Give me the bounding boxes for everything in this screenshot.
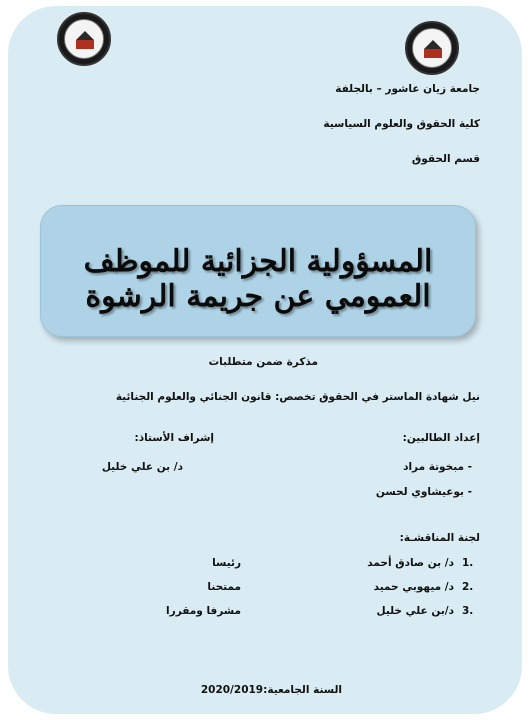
academic-year: السنة الجامعية:2020/2019 [200,684,342,696]
committee-member-role-2: ممتحنا [207,581,241,593]
supervisor-name: د/ بن علي خليل [101,461,183,473]
committee-label: لجنة المناقشـة: [399,532,480,544]
committee-member-role-3: مشرفا ومقررا [166,605,241,617]
supervisor-label: إشراف الأستاذ: [134,432,214,444]
faculty-name: كلية الحقوق والعلوم السياسية [323,118,480,130]
committee-member-name-2: د/ ميهوبي حميد [373,581,454,593]
committee-member-name-3: د/بن علي خليل [376,605,454,617]
degree-line: نيل شهادة الماستر في الحقوق تخصص: قانون الجنائي والعلوم الجنائية [115,391,480,403]
student-name-1: - مبخوتة مراد [403,461,472,473]
department-name: قسم الحقوق [411,153,480,165]
memo-line: مذكرة ضمن متطلبات [208,356,318,368]
committee-number-1: 1. [462,557,474,569]
university-logo-left [57,12,111,66]
student-name-2: - بوعيشاوي لحسن [375,486,472,498]
committee-number-3: 3. [462,605,474,617]
committee-number-2: 2. [462,581,474,593]
university-name: جامعة زيان عاشور – بالجلفة [335,83,480,95]
committee-member-name-1: د/ بن صادق أحمد [367,557,454,569]
university-logo-right [405,21,459,75]
committee-member-role-1: رئيسا [212,557,241,569]
thesis-title: المسؤولية الجزائية للموظف العمومي عن جريمة الرشوة [83,244,433,314]
students-label: إعداد الطالبين: [402,432,480,444]
title-box [40,205,476,337]
